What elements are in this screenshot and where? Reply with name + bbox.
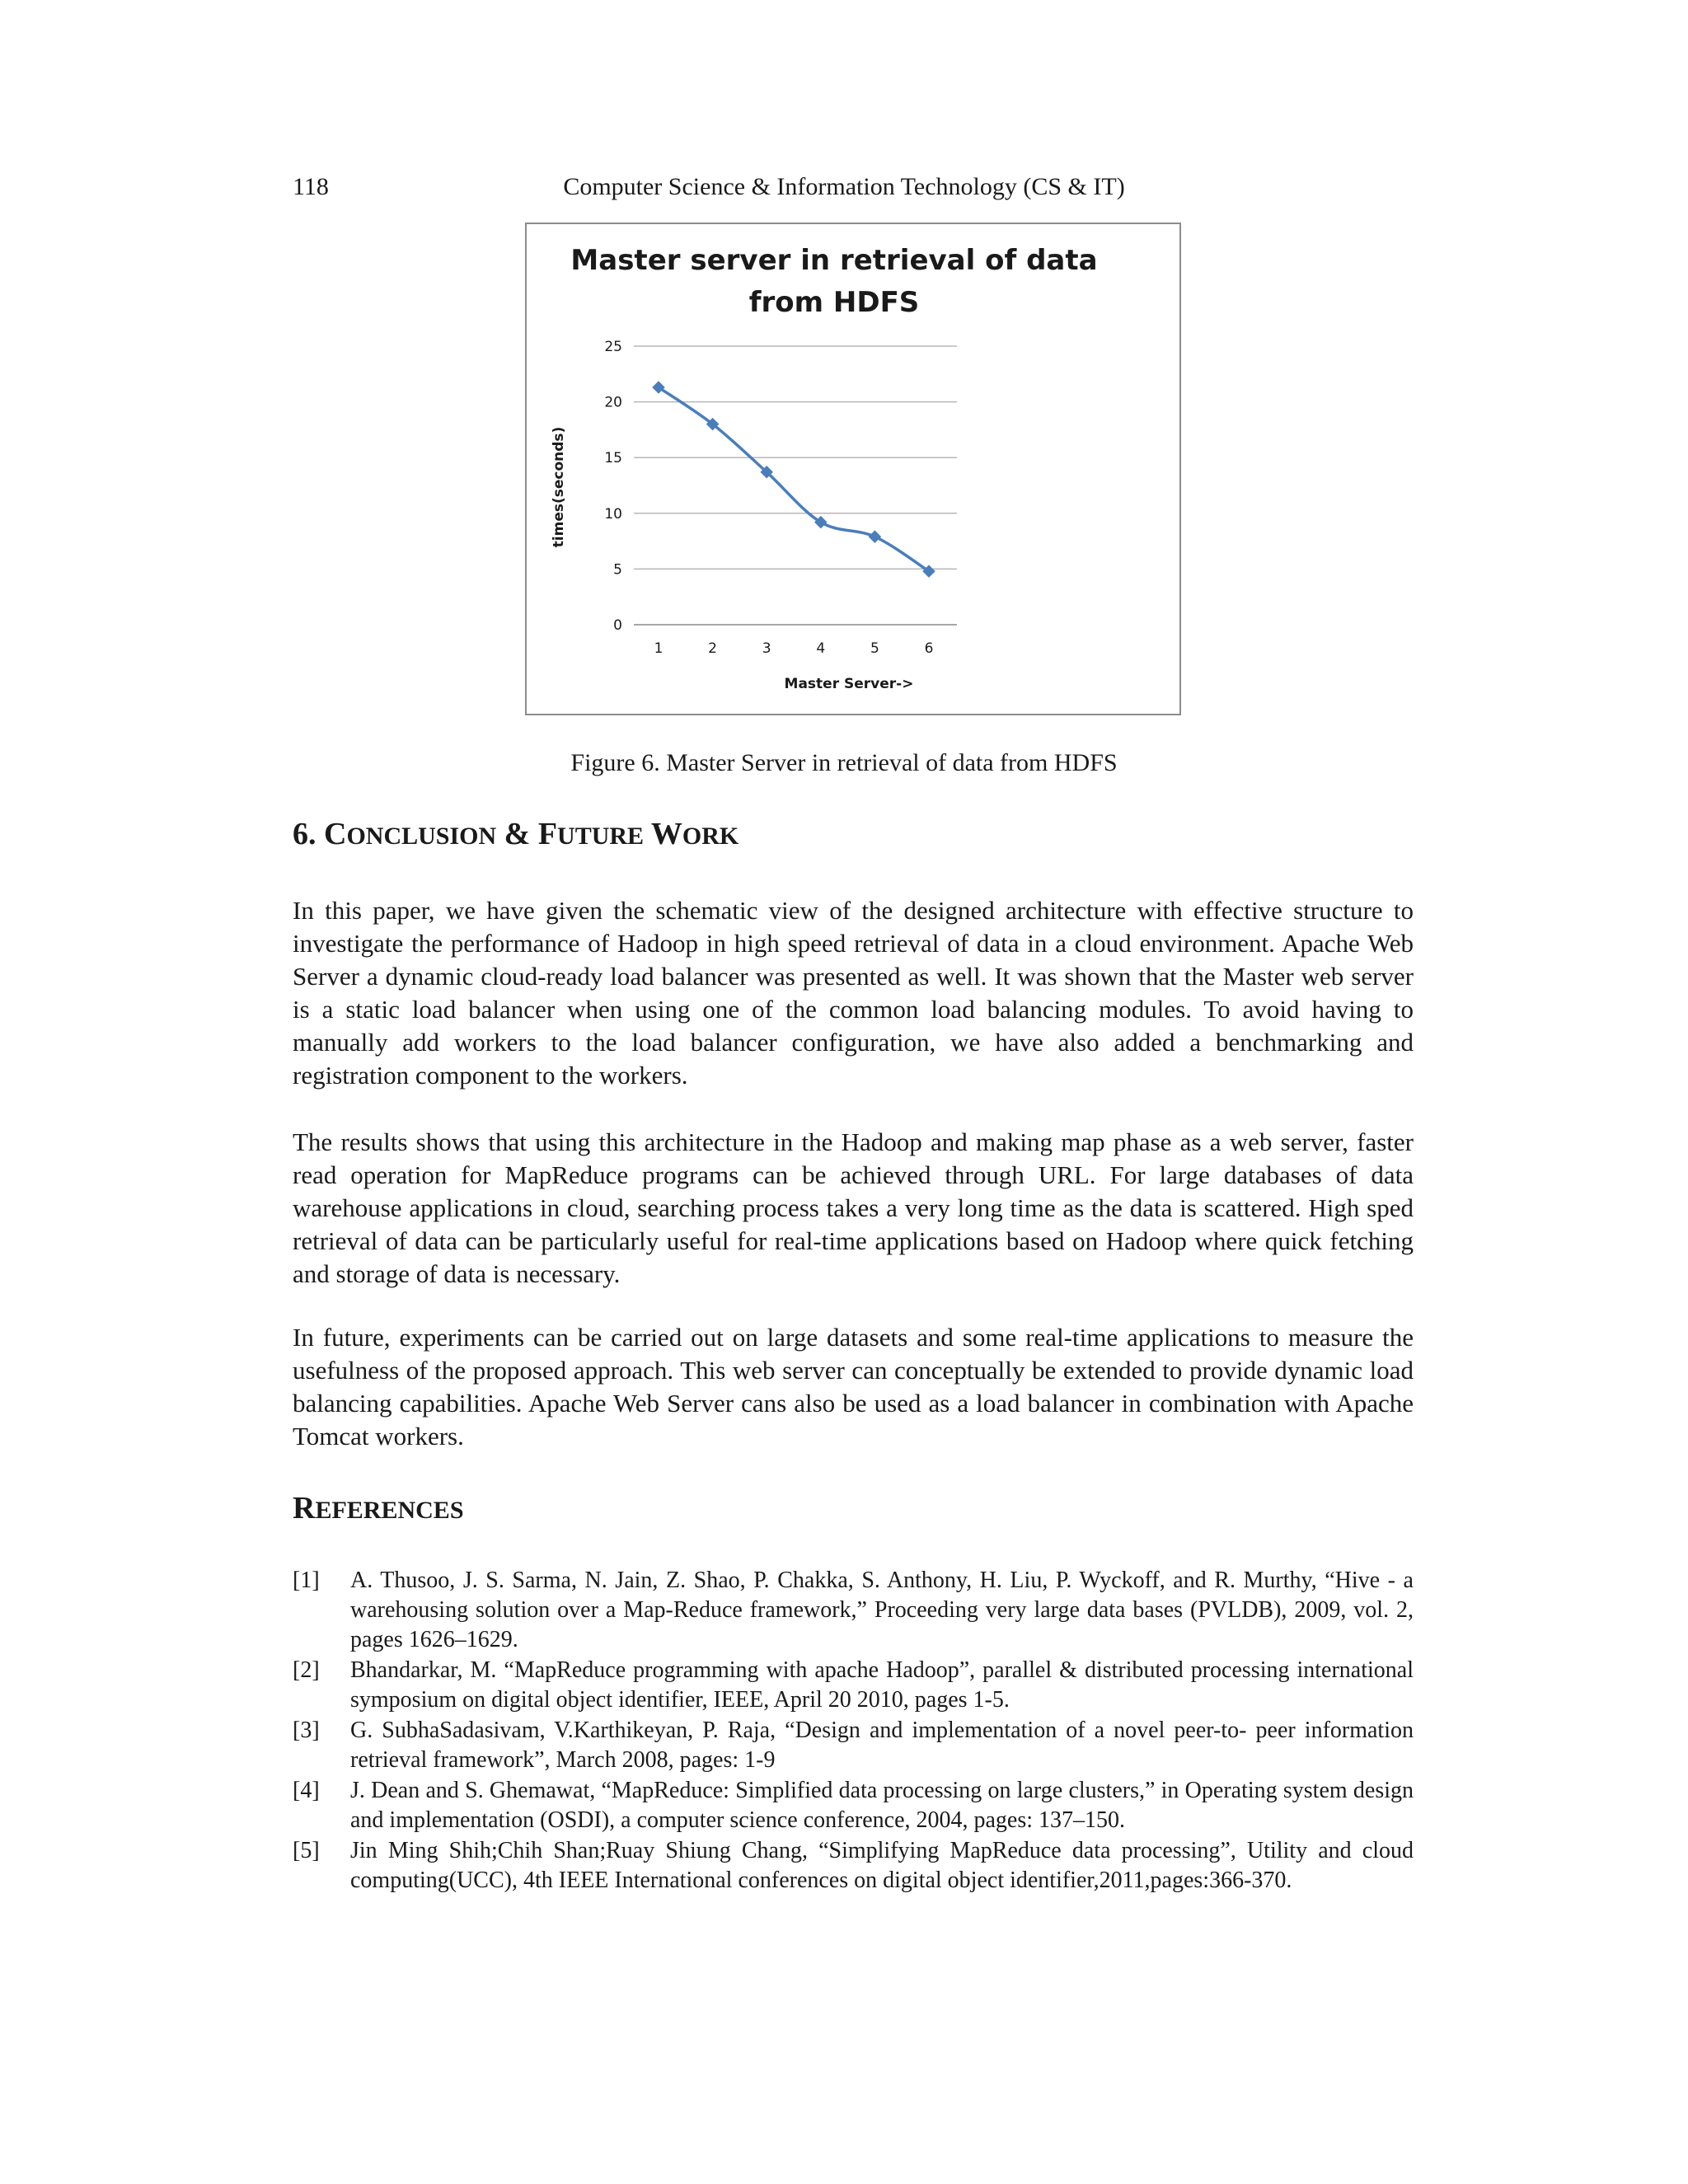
figure-6-chart bbox=[525, 223, 1181, 715]
reference-number: [4] bbox=[293, 1778, 320, 1803]
paragraph: In future, experiments can be carried out on large datasets and some real-time applications to measure the usefulness of the proposed approach. This web server can conceptually be extended to provide dynamic load balancing capabilities. Apache Web Server cans also be used as a load balancer in combination with Apache Tomcat workers. bbox=[293, 1323, 1414, 1451]
chart-title-line1: Master server in retrieval of data bbox=[570, 244, 1098, 277]
line-chart bbox=[527, 224, 1183, 717]
x-tick-label: 1 bbox=[654, 640, 663, 657]
y-tick-label: 0 bbox=[613, 617, 622, 634]
reference-list bbox=[293, 1566, 1414, 1896]
reference-item bbox=[293, 1776, 1414, 1835]
data-point-marker bbox=[869, 530, 882, 543]
x-axis-label: Master Server-> bbox=[784, 676, 914, 692]
reference-number: [2] bbox=[293, 1657, 320, 1683]
x-tick-label: 5 bbox=[870, 640, 879, 657]
reference-text: G. SubhaSadasivam, V.Karthikeyan, P. Raja, “Design and implementation of a novel peer-to- peer information retrieval framework”, March 2008, pages: 1-9 bbox=[350, 1718, 1414, 1773]
heading-ampersand: & bbox=[504, 817, 531, 851]
series-line bbox=[659, 387, 929, 571]
y-tick-label: 25 bbox=[604, 339, 622, 355]
figure-caption: Figure 6. Master Server in retrieval of data from HDFS bbox=[570, 749, 1118, 776]
y-tick-label: 10 bbox=[604, 505, 622, 523]
heading-word-cap: F bbox=[537, 817, 558, 851]
running-title: Computer Science & Information Technology (CS & IT) bbox=[563, 173, 1125, 200]
reference-item bbox=[293, 1836, 1414, 1896]
reference-item bbox=[293, 1716, 1414, 1775]
reference-number: [3] bbox=[293, 1718, 320, 1743]
reference-number: [1] bbox=[293, 1568, 320, 1593]
heading-word-cap: C bbox=[324, 817, 347, 851]
reference-text: Bhandarkar, M. “MapReduce programming with apache Hadoop”, parallel & distributed processing international symposium on digital object identifier, IEEE, April 20 2010, pages 1-5. bbox=[350, 1657, 1414, 1713]
y-axis-label: times(seconds) bbox=[551, 426, 567, 548]
reference-text: J. Dean and S. Ghemawat, “MapReduce: Simplified data processing on large clusters,” in Operating system design and implementation (OSDI), a computer science conference, 2004, pages: 137–150. bbox=[350, 1778, 1414, 1833]
y-tick-label: 5 bbox=[613, 561, 622, 579]
reference-number: [5] bbox=[293, 1838, 320, 1863]
chart-title-line2: from HDFS bbox=[748, 286, 920, 319]
x-tick-label: 3 bbox=[762, 640, 771, 657]
heading-word-cap: W bbox=[650, 817, 682, 851]
x-tick-label: 2 bbox=[708, 640, 718, 657]
section-number: 6. bbox=[293, 817, 316, 851]
x-tick-label: 6 bbox=[924, 640, 934, 657]
reference-text: A. Thusoo, J. S. Sarma, N. Jain, Z. Shao, P. Chakka, S. Anthony, H. Liu, P. Wyckoff, and R. Murthy, “Hive - a warehousing solution over a Map-Reduce framework,” Proceeding very large data bases (PVLDB), 2009, vol. 2, pages 1626–1629. bbox=[350, 1568, 1414, 1652]
x-tick-label: 4 bbox=[816, 640, 826, 657]
reference-item bbox=[293, 1566, 1414, 1655]
reference-text: Jin Ming Shih;Chih Shan;Ruay Shiung Chang, “Simplifying MapReduce data processing”, Utility and cloud computing(UCC), 4th IEEE International conferences on digital object identifier,2011,pages:366-370. bbox=[350, 1838, 1414, 1893]
y-tick-label: 20 bbox=[604, 394, 622, 411]
references-heading-cap: R bbox=[293, 1491, 316, 1526]
page-number: 118 bbox=[293, 173, 329, 200]
heading-word-rest: UTURE bbox=[557, 823, 645, 850]
heading-word-rest: ORK bbox=[682, 823, 739, 850]
paragraph: The results shows that using this architecture in the Hadoop and making map phase as a web server, faster read operation for MapReduce programs can be achieved through URL. For large databases of data warehouse applications in cloud, searching process takes a very long time as the data is scattered. High sped retrieval of data can be particularly useful for real-time applications based on Hadoop where quick fetching and storage of data is necessary. bbox=[293, 1127, 1414, 1288]
reference-item bbox=[293, 1656, 1414, 1715]
y-tick-label: 15 bbox=[604, 450, 622, 467]
paragraph: In this paper, we have given the schematic view of the designed architecture with effective structure to investigate the performance of Hadoop in high speed retrieval of data in a cloud environment. Apache Web Server a dynamic cloud-ready load balancer was presented as well. It was shown that the Master web server is a static load balancer when using one of the common load balancing modules. To avoid having to manually add workers to the load balancer configuration, we have also added a benchmarking and registration component to the workers. bbox=[293, 896, 1414, 1090]
references-heading-rest: EFERENCES bbox=[315, 1497, 464, 1524]
heading-word-rest: ONCLUSION bbox=[346, 823, 497, 850]
references-heading bbox=[293, 1490, 464, 1526]
section-heading bbox=[293, 816, 738, 852]
